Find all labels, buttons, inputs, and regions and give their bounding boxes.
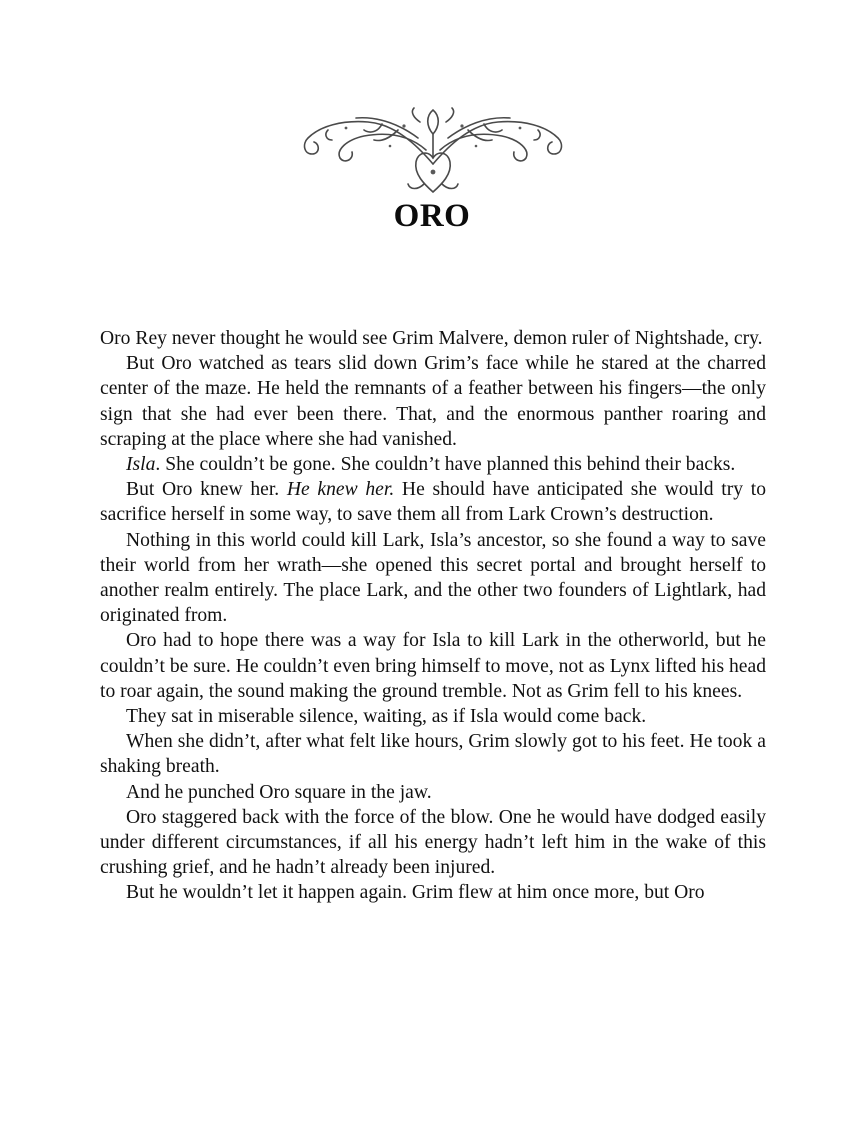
paragraph xyxy=(100,729,766,779)
paragraph xyxy=(100,351,766,452)
paragraph-text: . She couldn’t be gone. She couldn’t have planned this behind their backs. xyxy=(155,454,736,476)
paragraph xyxy=(100,628,766,704)
chapter-body xyxy=(100,326,766,906)
paragraph xyxy=(100,805,766,881)
paragraph-text: Oro staggered back with the force of the blow. One he would have dodged easily under different circumstances, if all his energy hadn’t left him in the wake of this crushing grief, and he hadn’t already been injured. xyxy=(100,806,766,879)
paragraph xyxy=(100,477,766,527)
paragraph-text: He should have anticipated she would try to sacrifice herself in some way, to save them all from Lark Crown’s destruction. xyxy=(100,479,767,526)
italic-text: Isla xyxy=(126,454,156,476)
paragraph-text: Nothing in this world could kill Lark, Isla’s ancestor, so she found a way to save their world from her wrath—she opened this secret portal and brought herself to another realm entirely. The place Lark, and the other two founders of Lightlark, had originated from. xyxy=(100,529,766,627)
paragraph xyxy=(100,880,766,905)
chapter-title: ORO xyxy=(393,198,471,234)
paragraph-text: But he wouldn’t let it happen again. Grim flew at him once more, but Oro xyxy=(126,882,705,904)
paragraph-text: When she didn’t, after what felt like hours, Grim slowly got to his feet. He took a shaking breath. xyxy=(100,731,766,778)
paragraph xyxy=(100,528,766,629)
paragraph-text: They sat in miserable silence, waiting, as if Isla would come back. xyxy=(126,706,647,728)
paragraph-text: Oro Rey never thought he would see Grim Malvere, demon ruler of Nightshade, cry. xyxy=(100,328,763,349)
paragraph-text: Oro had to hope there was a way for Isla to kill Lark in the otherworld, but he couldn’t be sure. He couldn’t even bring himself to move, not as Lynx lifted his head to roar again, the sound making the ground tremble. Not as Grim fell to his knees. xyxy=(100,630,766,702)
italic-text: He knew her. xyxy=(286,479,395,501)
paragraph xyxy=(100,452,766,477)
paragraph xyxy=(100,780,766,805)
paragraph xyxy=(100,326,766,351)
paragraph-text: And he punched Oro square in the jaw. xyxy=(126,781,432,803)
paragraph-text: But Oro knew her. xyxy=(126,479,287,501)
paragraph-text: But Oro watched as tears slid down Grim’s face while he stared at the charred center of the maze. He held the remnants of a feather between his fingers—the only sign that she had ever been there. That, and the enormous panther roaring and scraping at the place where she had vanished. xyxy=(100,353,766,450)
paragraph xyxy=(100,704,766,729)
chapter-ornament xyxy=(298,104,568,196)
